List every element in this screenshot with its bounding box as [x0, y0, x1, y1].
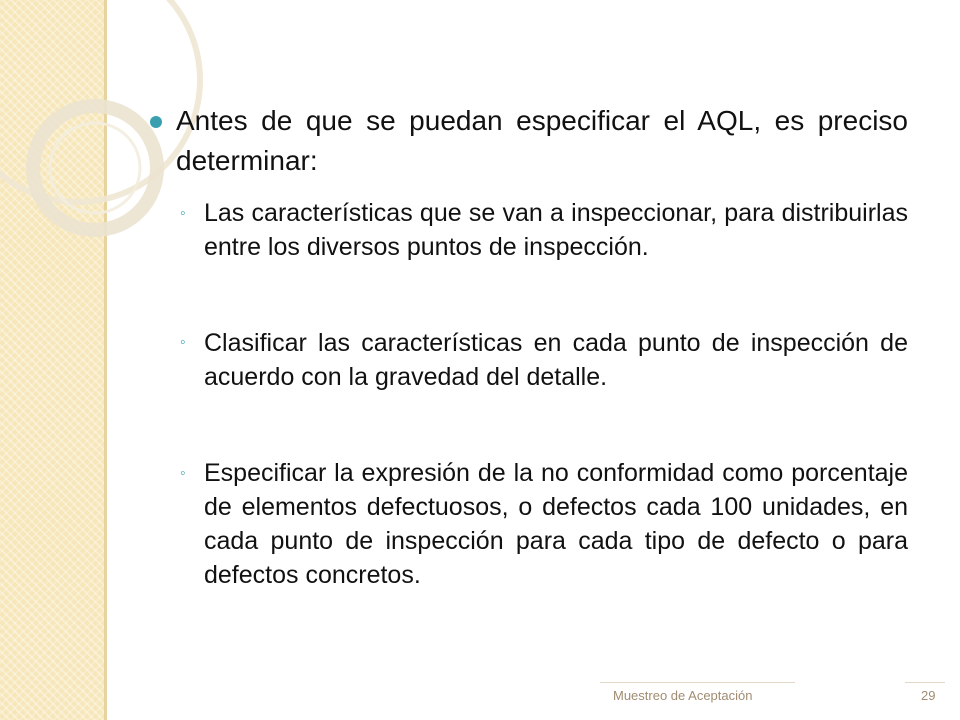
sub-bullet-text-1: Las características que se van a inspeccionar, para distribuirlas entre los diversos puntos de inspección.: [204, 199, 908, 261]
sub-bullet-marker-3: ◦: [180, 465, 186, 482]
footer-divider-right: [905, 682, 945, 683]
sidebar-edge: [104, 0, 107, 720]
sub-bullet-marker-1: ◦: [180, 205, 186, 222]
footer-divider-left: [600, 682, 795, 683]
decorative-sidebar: [0, 0, 106, 720]
sub-bullet-text-3: Especificar la expresión de la no conformidad como porcentaje de elementos defectuosos, o defectos cada 100 unidades, en cada punto de inspección para cada tipo de defecto o para defectos concretos.: [204, 459, 908, 589]
footer-title: Muestreo de Aceptación: [613, 688, 753, 703]
main-bullet-marker: [150, 116, 162, 128]
main-bullet-text: Antes de que se puedan especificar el AQL, es preciso determinar:: [176, 105, 908, 176]
sub-bullet-marker-2: ◦: [180, 334, 186, 351]
page-number: 29: [921, 688, 936, 703]
sub-bullet-text-2: Clasificar las características en cada punto de inspección de acuerdo con la gravedad del detalle.: [204, 329, 908, 391]
